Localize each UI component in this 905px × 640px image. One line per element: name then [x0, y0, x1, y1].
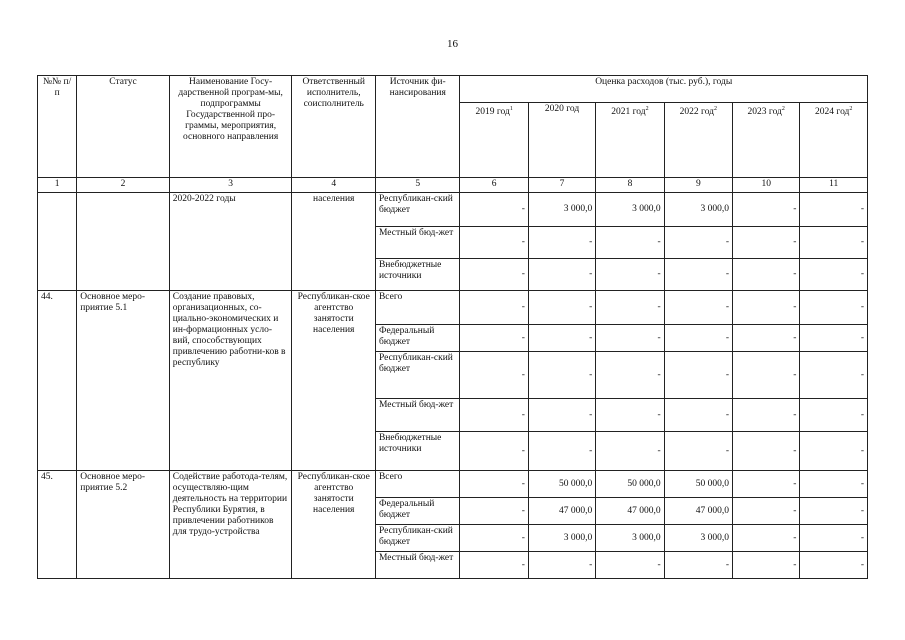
- cost-value: -: [460, 399, 528, 432]
- cost-value: -: [800, 399, 868, 432]
- cost-value: 47 000,0: [664, 498, 732, 525]
- row-name: Создание правовых, организационных, со-циально-экономических и ин-формационных усло-вий, способствующих привлечению работни-ков в республику: [169, 291, 292, 471]
- column-number: 1: [38, 178, 77, 193]
- year-label: 2021 год: [611, 107, 646, 118]
- cost-value: -: [460, 552, 528, 579]
- cost-value: -: [528, 291, 595, 325]
- header-year: [733, 103, 800, 178]
- cost-value: -: [800, 552, 868, 579]
- cost-value: -: [596, 227, 664, 259]
- footnote-mark: 2: [714, 106, 718, 112]
- header-year: [528, 103, 595, 178]
- header-executor: Ответственный исполнитель, соисполнитель: [292, 76, 375, 178]
- row-number: 45.: [38, 471, 77, 579]
- cost-value: 47 000,0: [528, 498, 595, 525]
- cost-value: -: [460, 291, 528, 325]
- cost-value: -: [800, 525, 868, 552]
- cost-value: -: [528, 552, 595, 579]
- year-label: 2023 год: [747, 107, 782, 118]
- header-status: Статус: [77, 76, 170, 178]
- header-num: №№ п/п: [38, 76, 77, 178]
- row-status: Основное меро-приятие 5.1: [77, 291, 170, 471]
- funding-source: Федеральный бюджет: [375, 325, 460, 352]
- cost-value: 50 000,0: [528, 471, 595, 498]
- row-status: Основное меро-приятие 5.2: [77, 471, 170, 579]
- page-number: 16: [447, 38, 458, 50]
- funding-source: Республикан-ский бюджет: [375, 525, 460, 552]
- cost-value: -: [596, 552, 664, 579]
- column-number: 7: [528, 178, 595, 193]
- cost-value: -: [460, 325, 528, 352]
- cost-value: -: [596, 432, 664, 471]
- column-number: 11: [800, 178, 868, 193]
- cost-value: 47 000,0: [596, 498, 664, 525]
- cost-value: -: [800, 498, 868, 525]
- table-row: [38, 193, 868, 227]
- cost-value: -: [800, 325, 868, 352]
- cost-value: -: [733, 291, 800, 325]
- footnote-mark: 1: [509, 106, 513, 112]
- cost-value: 3 000,0: [596, 193, 664, 227]
- cost-value: -: [528, 259, 595, 291]
- row-executor: Республикан-ское агентство занятости населения: [292, 291, 375, 471]
- cost-value: -: [460, 193, 528, 227]
- cost-value: 3 000,0: [528, 525, 595, 552]
- cost-value: -: [800, 193, 868, 227]
- column-number: 5: [375, 178, 460, 193]
- cost-value: -: [460, 525, 528, 552]
- row-number: 44.: [38, 291, 77, 471]
- cost-value: -: [664, 399, 732, 432]
- row-status: [77, 193, 170, 291]
- header-source: Источник фи-нансирования: [375, 76, 460, 178]
- year-label: 2020 год: [544, 104, 580, 114]
- column-number: 10: [733, 178, 800, 193]
- budget-table: [37, 75, 868, 579]
- column-number: 6: [460, 178, 528, 193]
- cost-value: -: [733, 471, 800, 498]
- funding-source: Местный бюд-жет: [375, 227, 460, 259]
- cost-value: -: [733, 352, 800, 399]
- footnote-mark: 2: [781, 106, 785, 112]
- cost-value: -: [596, 259, 664, 291]
- cost-value: -: [733, 399, 800, 432]
- cost-value: 3 000,0: [596, 525, 664, 552]
- funding-source: Всего: [375, 291, 460, 325]
- cost-value: -: [664, 432, 732, 471]
- cost-value: -: [460, 432, 528, 471]
- cost-value: -: [733, 325, 800, 352]
- table-row: [38, 471, 868, 498]
- funding-source: Местный бюд-жет: [375, 552, 460, 579]
- cost-value: -: [596, 325, 664, 352]
- cost-value: -: [460, 259, 528, 291]
- cost-value: -: [733, 193, 800, 227]
- cost-value: -: [664, 259, 732, 291]
- column-number: 2: [77, 178, 170, 193]
- cost-value: 3 000,0: [664, 525, 732, 552]
- cost-value: -: [800, 259, 868, 291]
- cost-value: -: [733, 227, 800, 259]
- cost-value: -: [800, 352, 868, 399]
- header-year: [800, 103, 868, 178]
- cost-value: -: [596, 352, 664, 399]
- funding-source: Всего: [375, 471, 460, 498]
- cost-value: -: [460, 498, 528, 525]
- year-label: 2019 год: [475, 107, 510, 118]
- cost-value: -: [664, 227, 732, 259]
- cost-value: -: [528, 325, 595, 352]
- cost-value: 50 000,0: [596, 471, 664, 498]
- cost-value: -: [664, 552, 732, 579]
- year-label: 2022 год: [679, 107, 715, 118]
- cost-value: 3 000,0: [664, 193, 732, 227]
- cost-value: 50 000,0: [664, 471, 732, 498]
- footnote-mark: 2: [645, 106, 649, 112]
- column-number: 4: [292, 178, 375, 193]
- cost-value: -: [528, 352, 595, 399]
- row-name: 2020-2022 годы: [169, 193, 292, 291]
- cost-value: -: [664, 291, 732, 325]
- column-number: 8: [596, 178, 664, 193]
- cost-value: -: [596, 399, 664, 432]
- column-numbers-row: [38, 178, 868, 193]
- cost-value: -: [800, 432, 868, 471]
- cost-value: -: [460, 352, 528, 399]
- header-year: [460, 103, 528, 178]
- header-estimate: Оценка расходов (тыс. руб.), годы: [460, 76, 868, 103]
- funding-source: Федеральный бюджет: [375, 498, 460, 525]
- funding-source: Республикан-ский бюджет: [375, 352, 460, 399]
- cost-value: -: [800, 471, 868, 498]
- cost-value: -: [664, 352, 732, 399]
- cost-value: -: [460, 227, 528, 259]
- table-row: [38, 291, 868, 325]
- cost-value: -: [733, 552, 800, 579]
- funding-source: Внебюджетные источники: [375, 432, 460, 471]
- column-number: 3: [169, 178, 292, 193]
- row-executor: населения: [292, 193, 375, 291]
- funding-source: Внебюджетные источники: [375, 259, 460, 291]
- header-year: [664, 103, 732, 178]
- cost-value: -: [733, 432, 800, 471]
- cost-value: -: [460, 471, 528, 498]
- cost-value: -: [733, 259, 800, 291]
- funding-source: Местный бюд-жет: [375, 399, 460, 432]
- funding-source: Республикан-ский бюджет: [375, 193, 460, 227]
- cost-value: -: [733, 498, 800, 525]
- footnote-mark: 2: [849, 106, 853, 112]
- cost-value: -: [800, 227, 868, 259]
- column-number: 9: [664, 178, 732, 193]
- cost-value: -: [733, 525, 800, 552]
- year-label: 2024 год: [815, 107, 850, 118]
- row-executor: Республикан-ское агентство занятости населения: [292, 471, 375, 579]
- row-number: [38, 193, 77, 291]
- cost-value: 3 000,0: [528, 193, 595, 227]
- cost-value: -: [528, 432, 595, 471]
- cost-value: -: [528, 227, 595, 259]
- cost-value: -: [664, 325, 732, 352]
- row-name: Содействие работода-телям, осуществляю-щим деятельность на территории Республики Бурятия, в привлечении работников для трудо-устройства: [169, 471, 292, 579]
- cost-value: -: [528, 399, 595, 432]
- header-name: Наименование Госу-дарственной програм-мы, подпрограммы Государственной про-граммы, мероприятия, основного направления: [169, 76, 292, 178]
- cost-value: -: [800, 291, 868, 325]
- cost-value: -: [596, 291, 664, 325]
- header-year: [596, 103, 664, 178]
